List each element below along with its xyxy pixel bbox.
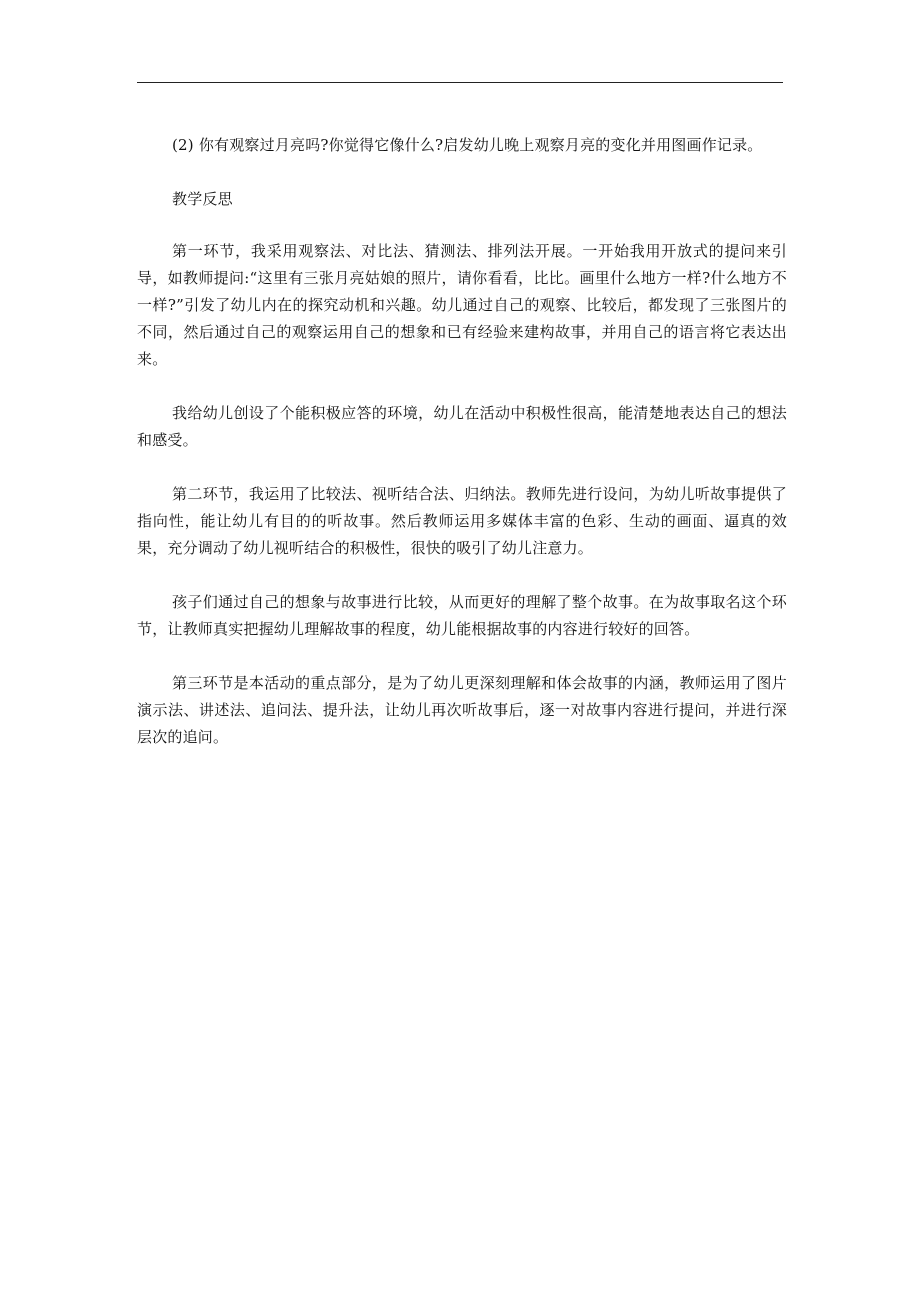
paragraph-second-stage: 第二环节，我运用了比较法、视听结合法、归纳法。教师先进行设问，为幼儿听故事提供了指向性，能让幼儿有目的的听故事。然后教师运用多媒体丰富的色彩、生动的画面、逼真的效果，充分调动了幼儿视听结合的积极性，很快的吸引了幼儿注意力。 <box>137 485 787 557</box>
document-body <box>137 132 787 778</box>
paragraph-first-stage: 第一环节，我采用观察法、对比法、猜测法、排列法开展。一开始我用开放式的提问来引导，如教师提问:“这里有三张月亮姑娘的照片，请你看看，比比。画里什么地方一样?什么地方不一样?”引发了幼儿内在的探究动机和兴趣。幼儿通过自己的观察、比较后，都发现了三张图片的不同，然后通过自己的观察运用自己的想象和已有经验来建构故事，并用自己的语言将它表达出来。 <box>137 242 787 368</box>
paragraph-activity-extension: (2) 你有观察过月亮吗?你觉得它像什么?启发幼儿晚上观察月亮的变化并用图画作记录。 <box>172 136 763 154</box>
paragraph-third-stage: 第三环节是本活动的重点部分，是为了幼儿更深刻理解和体会故事的内涵，教师运用了图片演示法、讲述法、追问法、提升法，让幼儿再次听故事后，逐一对故事内容进行提问，并进行深层次的追问。 <box>137 674 787 746</box>
header-rule <box>137 82 783 83</box>
paragraph-environment: 我给幼儿创设了个能积极应答的环境，幼儿在活动中积极性很高，能清楚地表达自己的想法和感受。 <box>137 404 787 449</box>
paragraph-story-naming: 孩子们通过自己的想象与故事进行比较，从而更好的理解了整个故事。在为故事取名这个环节，让教师真实把握幼儿理解故事的程度，幼儿能根据故事的内容进行较好的回答。 <box>137 593 787 638</box>
section-heading-teaching-reflection: 教学反思 <box>172 190 233 208</box>
